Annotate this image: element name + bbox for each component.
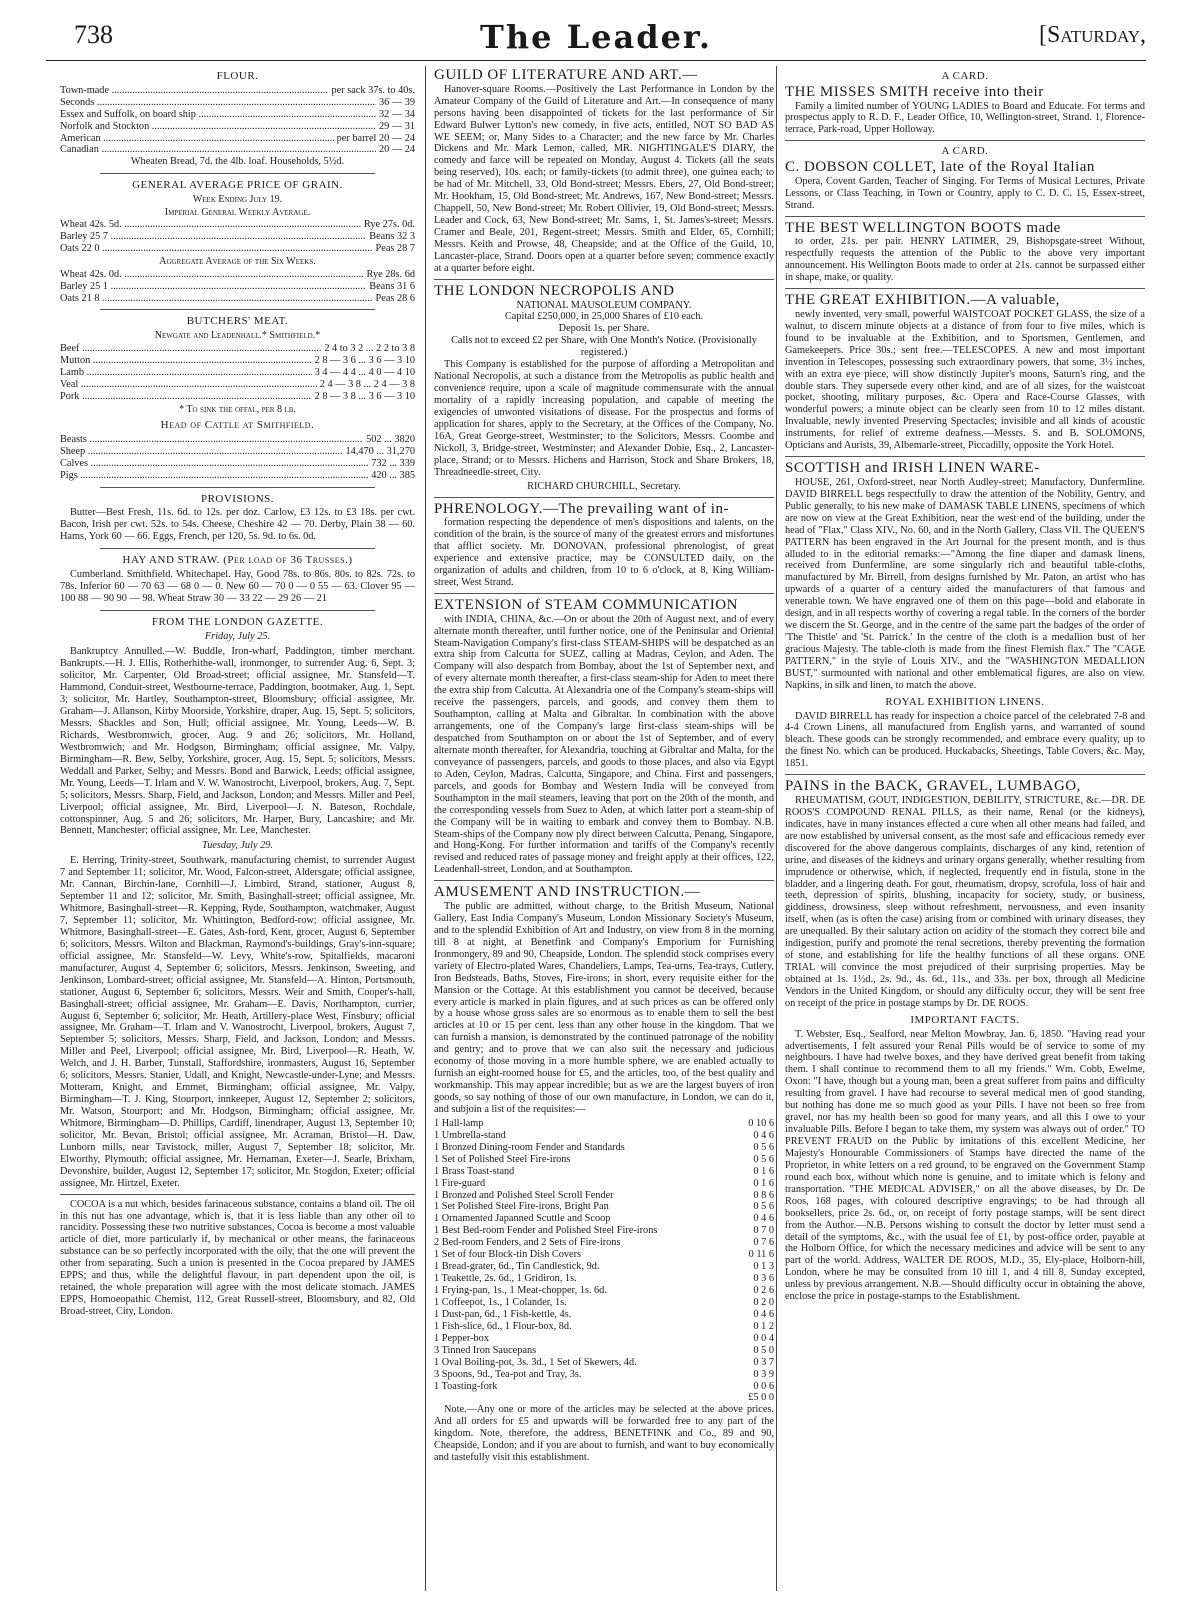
list-item: 1 Oval Boiling-pot, 3s. 3d., 1 Set of Skewers, 4d. 0 3 7 <box>434 1356 774 1368</box>
ad-body: DAVID BIRRELL has ready for inspection a choice parcel of the celebrated 7-8 and 4-4 Crown Linens, all manufactured from English yarns, and warranted of sound bleach. These goods can be strongly recommended, and embrace every quality, up to the finest No. which can be produced. Huckabacks, Sheetings, Table Covers, &c. May, 1851. <box>785 710 1145 770</box>
list-item: 1 Bronzed Dining-room Fender and Standards 0 5 6 <box>434 1141 774 1153</box>
phrenology-ad <box>434 502 774 589</box>
table-row: Wheat 42s. 5d. ..... Rye 27s. 0d. <box>60 219 415 231</box>
table-row: Sheep ..... 14,470 ... 31,270 <box>60 446 415 458</box>
flour-title: FLOUR. <box>216 70 259 82</box>
ad-heading: THE MISSES SMITH receive into their <box>785 83 1044 100</box>
ad-subheading: IMPORTANT FACTS. <box>910 1013 1020 1026</box>
grain-table <box>60 219 415 255</box>
divider <box>785 216 1145 217</box>
linen-ad <box>785 461 1145 770</box>
list-item: 1 Pepper-box 0 0 4 <box>434 1332 774 1344</box>
table-row: Wheat 42s. 0d. ..... Rye 28s. 6d <box>60 269 415 281</box>
meat-title: BUTCHERS' MEAT. <box>186 315 289 328</box>
table-row: Beasts ..... 502 ... 3820 <box>60 434 415 446</box>
divider <box>785 774 1145 775</box>
ad-heading: AMUSEMENT AND INSTRUCTION.— <box>434 884 701 901</box>
list-item: 1 Dust-pan, 6d., 1 Fish-kettle, 4s. 0 4 6 <box>434 1308 774 1320</box>
grain-week: Week Ending July 19. <box>192 194 283 206</box>
list-item: 1 Set Polished Steel Fire-irons, Bright Pan 0 5 6 <box>434 1201 774 1213</box>
list-item: 1 Fish-slice, 6d., 1 Flour-box, 8d. 0 1 2 <box>434 1320 774 1332</box>
header-rule <box>46 60 1146 61</box>
ad-body: Opera, Covent Garden, Teacher of Singing. For Terms of Musical Lectures, Private Lessons, or Class Teaching, in Town or Country, apply to C. D. C. 15, Essex-street, Strand. <box>785 175 1145 211</box>
ad-body: Family a limited number of YOUNG LADIES to Board and Educate. For terms and prospectus apply to R. D. F., Leader Office, 10, Wellington-street, Strand. 1, Florence-terrace, Park-road, Upper Holloway. <box>785 100 1145 136</box>
meat-sub: Newgate and Leadenhall.* Smithfield.* <box>154 330 321 342</box>
hay-title: HAY AND STRAW. (Per load of 36 Trusses.) <box>122 554 353 567</box>
ad-heading: THE GREAT EXHIBITION.—A valuable, <box>785 292 1060 309</box>
table-row: Town-made ..... per sack 37s. to 40s. <box>60 85 415 97</box>
list-item: 1 Set of Polished Steel Fire-irons 0 5 6 <box>434 1153 774 1165</box>
list-item: 1 Frying-pan, 1s., 1 Meat-chopper, 1s. 6d. 0 2 6 <box>434 1285 774 1296</box>
divider <box>100 548 375 549</box>
necropolis-ad <box>434 284 774 493</box>
table-row: American ..... per barrel 20 — 24 <box>60 133 415 145</box>
inventory-total: £5 0 0 <box>748 1392 774 1404</box>
column-left <box>60 66 415 1591</box>
table-row: Calves ..... 732 ... 339 <box>60 458 415 470</box>
table-row: Barley 25 1 ..... Beans 31 6 <box>60 281 415 293</box>
ad-body: Hanover-square Rooms.—Positively the Last Performance in London by the Amateur Company of the Guild of Literature and Art.—In consequence of many persons having been disappointed of tickets for the last performance of Sir Edward Bulwer Lytton's new comedy, in five acts, entitled, NOT SO BAD AS WE SEEM; or, Many Sides to a Character; and the new farce by Mr. Charles Dickens and Mr. Mark Lemon, called, MR. NIGHTINGALE'S DIARY, the comedy and farce will be repeated on Monday, August 4. Tickets (all the seats being reserved), 10s. each; or family-tickets (to admit three), one guinea each; to be had of Mr. Mitchell, 33, Old Bond-street; Messrs. Ebers, 27, Old Bond-street; Mr. Hookham, 15, Old Bond-street; Mr. Andrews, 167, New Bond-street; Messrs. Chappell, 50, New Bond-street; Mr. Robert Ollivier, 19, Old Bond-street; Messrs. Leader and Cock, 63, New Bond-street; Mr. Sams, 1, St. James's-street; Messrs. Cramer and Beale, 201, Regent-street; Messrs. Smith and Elder, 65, Cornhill; Messrs. Keith and Prowse, 48, Cheapside; and at the Office of the Guild, 10, Lancaster-place, Strand. Doors open at a quarter before seven; commence exactly at a quarter before eight. <box>434 83 774 274</box>
ad-subheading: ROYAL EXHIBITION LINENS. <box>885 695 1045 708</box>
ad-signature: RICHARD CHURCHILL, Secretary. <box>527 480 681 492</box>
list-item: 1 Coffeepot, 1s., 1 Colander, 1s. 0 2 0 <box>434 1296 774 1308</box>
ad-deposit: Deposit 1s. per Share. <box>558 323 650 335</box>
steam-ad <box>434 598 774 876</box>
ad-heading: PHRENOLOGY.—The prevailing want of in- <box>434 500 729 517</box>
ad-calls: Calls not to exceed £2 per Share, with One Month's Notice. (Provisionally registered.) <box>451 335 757 359</box>
pills-ad <box>785 779 1145 1303</box>
column-middle <box>425 66 774 1591</box>
cattle-title: Head of Cattle at Smithfield. <box>160 419 315 432</box>
table-row: Canadian ..... 20 — 24 <box>60 144 415 156</box>
meat-table <box>60 343 415 403</box>
collet-ad <box>785 145 1145 211</box>
page-number: 738 <box>74 20 113 49</box>
cattle-table <box>60 434 415 482</box>
divider <box>100 309 375 310</box>
provisions-text: Butter—Best Fresh, 11s. 6d. to 12s. per doz. Carlow, £3 12s. to £3 18s. per cwt. Bacon, Irish per cwt. 52s. to 54s. Cheese, Cheshire 42 — 70. Derby, Plain 38 — 60. Hams, York 60 — 66. Eggs, French, per 120, 5s. 9d. to 6s. 0d. <box>60 507 415 543</box>
ad-label: A CARD. <box>941 145 989 158</box>
divider <box>434 880 774 881</box>
list-item: 1 Teakettle, 2s. 6d., 1 Gridiron, 1s. 0 3 6 <box>434 1273 774 1285</box>
bread-price: Wheaten Bread, 7d. the 4lb. loaf. Households, 5½d. <box>130 156 345 168</box>
grain-table-aggregate <box>60 269 415 305</box>
list-item: 3 Spoons, 9d., Tea-pot and Tray, 3s. 0 3 9 <box>434 1368 774 1380</box>
ad-body: This Company is established for the purpose of affording a Metropolitan and National Necropolis, at such a distance from the Metropolis as public health and convenience require, upon a scale of magnitude commensurate with the annual mortality of a rapidly increasing population, and capable of meeting the exigencies of unwonted visitations of disease. For the prospectus and forms of application for shares, apply to the Secretary, at the Offices of the Company, No. 16A, Great George-street, Westminster; to the Solicitors, Messrs. Coombe and Nickoll, 3, Bridge-street, Westminster; and Alexander Dobie, Esq., 2, Lancaster-place, Strand; or to Messrs. Hichens and Harrison, Stock and Share Brokers, 18, Threadneedle-street, City. <box>434 359 774 478</box>
table-row: Mutton ..... 2 8 — 3 6 ... 3 6 — 3 10 <box>60 355 415 367</box>
divider <box>785 288 1145 289</box>
table-row: Pork ..... 2 8 — 3 8 ... 3 6 — 3 10 <box>60 391 415 403</box>
gazette-date: Friday, July 25. <box>204 631 271 643</box>
ad-heading: THE BEST WELLINGTON BOOTS made <box>785 219 1061 236</box>
gazette-text: Bankruptcy Annulled.—W. Buddle, Iron-wharf, Paddington, timber merchant. Bankrupts.—H. J. Ellis, Rotherhithe-wall, ironmonger, to surrender Aug. 6, Sept. 3; solicitor, Mr. Carpenter, Old Broad-street; official assignee, Mr. Stansfeld—T. Hammond, Conduit-street, Westbourne-terrace, Paddington, bootmaker, Aug. 1, Sept. 3; solicitor, Mr. Hartley, Southampton-street, Bloomsbury; official assignee, Mr. Graham—J. Allanson, Kirby Moorside, Yorkshire, draper, Aug. 15, Sept. 5; solicitors, Messrs. Shackles and Son, Hull; official assignee, Mr. Young, Leeds—W. B. Richards, Westbromwich, grocer, Aug. 9 and 26; solicitors, Mr. Holland, Westbromwich; and Mr. Hodgson, Birmingham; official assignee, Mr. Valpy, Birmingham—R. Bew, Selby, Yorkshire, grocer, Aug. 15, Sept. 5; solicitors, Messrs. Weddall and Parker, Selby; and Messrs. Bond and Barwick, Leeds; official assignee, Mr. Young, Leeds—T. Irlam and V. W. Wanostrocht, Liverpool, brokers, Aug. 7, Sept. 5; solicitors, Messrs. Sharp, Field, and Jackson, London; and Messrs. Miller and Peel, Liverpool; official assignee, Mr. Bird, Liverpool—J. N. Bateson, Rochdale, cottonspinner, Aug. 5 and 26; solicitors, Mr. Harper, Bury, Lancashire; and Mr. Bennett, Manchester; official assignee, Mr. Lee, Manchester. <box>60 646 415 837</box>
gazette-text: E. Herring, Trinity-street, Southwark, manufacturing chemist, to surrender August 7 and September 11; solicitor, Mr. Wood, Falcon-street, Aldersgate; official assignee, Mr. Cannan, Birchin-lane, Cornhill—J. Limbird, Strand, stationer, August 8, September 11 and 12; solicitor, Mr. Smith, Basinghall-street; official assignee, Mr. Whitmore, Basinghall-street—R. Kepping, Ryde, Southampton, watchmaker, August 7, September 11; solicitor, Mr. Whittington, Bedford-row; official assignee, Mr. Whitmore, Basinghall-street—E. Gates, Ash-ford, Kent, grocer, August 6, September 6; solicitors, Messrs. Wilton and Blackman, Raymond's-buildings, Gray's-inn-square; official assignee, Mr. Stansfeld—W. Levy, White's-row, Spitalfields, macaroni manufacturer, August 4, September 6; solicitors, Messrs. Jenkinson, Sweeting, and Jenkinson, Lombard-street; official assignee, Mr. Stansfeld—A. Hinton, Portsmouth, stationer, August 6, September 6; solicitors, Messrs. Weir and Smith, Cooper's-hall, Basinghall-street; official assignee, Mr. Graham—E. Davis, Northampton, currier, August 6, September 6; solicitor, Mr. Heath, Artillery-place West, Finsbury; official assignee, Mr. Graham—T. Irlam and V. Wanostrocht, Liverpool, brokers, August 7, September 5; solicitors, Messrs. Sharp, Field, and Jackson, London; and Messrs. Miller and Peel, Liverpool; official assignee, Mr. Bird, Liverpool—R. Heath, W. Welch, and J. H. Barber, Tunstall, Staffordshire, ironmasters, August 16, September 6; solicitors, Messrs. Stanier, Udall, and Knight, Newcastle-under-Lyne; and Messrs. Motteram, Knight, and Emmet, Birmingham; official assignee, Mr. Valpy, Birmingham—T. J. King, Stourport, innkeeper, August 12, September 2; solicitors, Mr. Watson, Stourport; and Mr. Hodgson, Birmingham; official assignee, Mr. Whitmore, Birmingham—D. Phillips, Cardiff, linendraper, August 13, September 10; solicitor, Mr. Bevan, Bristol; official assignee, Mr. Acraman, Bristol—H. Daw, Lunborn mills, near Tavistock, miller, August 7, September 18; solicitor, Mr. Elworthy, Plymouth; official assignee, Mr. Hernaman, Exeter—J. Searle, Brixham, Devonshire, builder, August 12, September 17; solicitor, Mr. Stogdon, Exeter; official assignee, Mr. Hirtzel, Exeter. <box>60 855 415 1189</box>
divider <box>100 487 375 488</box>
ad-heading: THE LONDON NECROPOLIS AND <box>434 282 675 299</box>
divider <box>60 1194 415 1195</box>
ad-heading: PAINS in the BACK, GRAVEL, LUMBAGO, <box>785 778 1081 795</box>
ad-body: formation respecting the dependence of men's dispositions and talents, on the condition of the brain, is the source of many of the greatest errors and misfortunes that afflict society. Mr. DONOVAN, professional phrenologist, of great experience and extensive practice, may be CONSULTED daily, on the organization of adults and children, from 10 to 6 o'clock, at 8, King William-street, West Strand. <box>434 517 774 588</box>
ad-body: RHEUMATISM, GOUT, INDIGESTION, DEBILITY, STRICTURE, &c.—DR. DE ROOS'S COMPOUND RENAL PILLS, as their name, Renal (or the kidneys), indicates, have in many instances effected a cure when all other means had failed, and are now established by universal consent, as the most safe and efficacious remedy ever discovered for the above dangerous complaints, discharges of any kind, retention of urine, and diseases of the kidneys and urinary organs generally, whether resulting from imprudence or otherwise, which, if neglected, frequently end in fistula, stone in the bladder, and a lingering death. For gout, rheumatism, dropsy, scrofula, loss of hair and teeth, depression of spirits, blushing, incapacity for society, study, or business, giddiness, drowsiness, sleep without refreshment, nervousness, and even insanity itself, when (as is often the case) arising from or combined with urinary diseases, they are unequalled. By their salutary action on acidity of the stomach they correct bile and indigestion, purify and promote the renal secretions, thereby preventing the formation of stone, and establishing for life the healthy functions of all these organs. ONE TRIAL will convince the most prejudiced of their surprising properties. May be obtained at 1s. 1½d., 2s. 9d., 4s. 6d., 11s., and 33s. per box, through all Medicine Vendors in the United Kingdom, or should any difficulty occur, they will be sent free on receipt of the price in postage stamps by Dr. DE ROOS. <box>785 794 1145 1009</box>
gazette-date: Tuesday, July 29. <box>202 840 273 852</box>
ad-body: T. Webster, Esq., Sealford, near Melton Mowbray, Jan. 6, 1850. "Having read your advertisements, I felt assured your Renal Pills would be of service to some of my neighbours. I have had twelve boxes, and they have derived great benefit from taking them. I shall continue to recommend them to all my friends." Wm. Cobb, Ewelme, Oxon: "I have, though but a young man, been a great sufferer from pains and difficulty resulting from gravel. I have had recourse to several medical men of good standing, but nothing has done me so much good as your Pills. I have not been so free from gravel, nor has my health been so good for many years, and all this I owe to your invaluable Pills. Before I began to take them, my system was always out of order." TO PREVENT FRAUD on the Public by imitations of this excellent Medicine, her Majesty's Honourable Commissioners of Stamps have directed the name of the Proprietor, in white letters on a red ground, to be engraved on the Government Stamp round each box, without which none is genuine, and to imitate which is felony and transportation. "THE MEDICAL ADVISER," on all the above diseases, by Dr. De Roos, 168 pages, with coloured descriptive engravings; to be had through all booksellers, price 2s. 6d., or, on receipt of forty postage stamps, will be sent direct from the Author.—N.B. Persons wishing to consult the doctor by letter must send a detail of the symptoms, &c., with the usual fee of £1, by post-office order, payable at the Holborn Office, for which the necessary medicines and advice will be sent to any part of the world. Address, WALTER DE ROOS, M.D., 35, Ely-place, Holborn-hill, London, where he may be consulted from 10 till 1, and 4 till 8, Sunday excepted, unless by previous arrangement. N.B.—Should difficulty occur in obtaining the above, enclose the price in postage-stamps to the Establishment. <box>785 1028 1145 1303</box>
table-row: Pigs ..... 420 ... 385 <box>60 470 415 482</box>
table-row: Oats 21 8 ..... Peas 28 6 <box>60 293 415 305</box>
ad-heading: C. DOBSON COLLET, late of the Royal Italian <box>785 159 1095 176</box>
table-row: Lamb ..... 3 4 — 4 4 ... 4 0 — 4 10 <box>60 367 415 379</box>
divider <box>785 140 1145 141</box>
inventory-list <box>434 1118 774 1393</box>
list-item: 1 Toasting-fork 0 0 6 <box>434 1380 774 1392</box>
divider <box>434 497 774 498</box>
list-item: 1 Set of four Block-tin Dish Covers 0 11 6 <box>434 1249 774 1261</box>
table-row: Oats 22 0 ..... Peas 28 7 <box>60 243 415 255</box>
list-item: 1 Umbrella-stand 0 4 6 <box>434 1129 774 1141</box>
divider <box>434 279 774 280</box>
provisions-title: PROVISIONS. <box>200 492 275 505</box>
ad-body: to order, 21s. per pair. HENRY LATIMER, 29, Bishopsgate-street Without, respectfully requests the attention of the Public to the above very important announcement. His Wellington Boots made to order at 21s. cannot be surpassed either in shape, make, or quality. <box>785 236 1145 284</box>
ad-body: The public are admitted, without charge, to the British Museum, National Gallery, East India Company's Museum, London Missionary Society's Museum, and to the splendid Exhibition of Art and Industry, on view from 8 in the morning till 8 at night, at Benetfink and Company's Emporium for Furnishing Ironmongery, 89 and 90, Cheapside, London. The splendid stock comprises every variety of Electro-plated Wares, Chandeliers, Lamps, Tea-urns, Tea-trays, Cutlery, Iron Bedsteads, Baths, Stoves, Fire-irons; in short, every requisite either for the Mansion or the Cottage. At this establishment you cannot be deceived, because every article is marked in plain figures, and at such prices as can be offered only by a house whose gross sales are so enormous as to enable them to sell the best articles at 10 or 15 per cent. less than any other house in the kingdom. That we can furnish a mansion, is demonstrated by the continued patronage of the nobility and gentry; and to prove that we can also suit the necessary and judicious economy of those moving in a more humble sphere, we are enabled actually to furnish an eight-roomed house for £5, and the articles, too, of the best quality and workmanship. This may appear incredible; but as we are the largest buyers of iron goods, so say nothing of those of our own manufacture, in London, we can do it, and subjoin a list of the requisites:— <box>434 901 774 1115</box>
page-header <box>46 14 1146 60</box>
table-row: Norfolk and Stockton ..... 29 — 31 <box>60 121 415 133</box>
ad-note: Note.—Any one or more of the articles may be selected at the above prices. And all orders for £5 and upwards will be forwarded free to any part of the kingdom. Note, therefore, the address, BENETFINK and Co., 89 and 90, Cheapside, London; and if you are about to furnish, and want to buy economically and tastefully visit this establishment. <box>434 1404 774 1464</box>
ad-subheading: NATIONAL MAUSOLEUM COMPANY. <box>516 299 692 311</box>
table-row: Veal ..... 2 4 — 3 8 ... 2 4 — 3 8 <box>60 379 415 391</box>
table-row: Barley 25 7 ..... Beans 32 3 <box>60 231 415 243</box>
list-item: 1 Brass Toast-stand 0 1 6 <box>434 1165 774 1177</box>
divider <box>100 173 375 174</box>
divider <box>785 456 1145 457</box>
grain-aggregate: Aggregate Average of the Six Weeks. <box>159 256 316 268</box>
ad-heading: SCOTTISH and IRISH LINEN WARE- <box>785 460 1040 477</box>
list-item: 2 Bed-room Fenders, and 2 Sets of Fire-irons 0 7 6 <box>434 1237 774 1249</box>
ad-label: A CARD. <box>941 70 989 82</box>
column-right <box>776 66 1145 1591</box>
masthead: The Leader. <box>480 18 712 56</box>
ad-heading: GUILD OF LITERATURE AND ART.— <box>434 67 698 83</box>
table-row: Beef ..... 2 4 to 3 2 ... 2 2 to 3 8 <box>60 343 415 355</box>
meat-note: * To sink the offal, per 8 lb. <box>179 403 296 415</box>
guild-ad <box>434 68 774 275</box>
divider <box>100 610 375 611</box>
list-item: 1 Bread-grater, 6d., Tin Candlestick, 9d. 0 1 3 <box>434 1261 774 1273</box>
ad-heading: EXTENSION of STEAM COMMUNICATION <box>434 596 738 613</box>
misses-smith-ad <box>785 70 1145 136</box>
grain-imperial: Imperial General Weekly Average. <box>164 206 311 218</box>
gazette-title: FROM THE LONDON GAZETTE. <box>151 615 324 628</box>
cocoa-ad: COCOA is a nut which, besides farinaceous substance, contains a bland oil. The oil in this nut has one advantage, which is, that it is less liable than any other oil to rancidity. Possessing these two nutritive substances, Cocoa is become a most valuable article of diet, more particularly if, by mechanical or other means, the farinaceous substance can be so perfectly incorporated with the oily, that the one will prevent the other from separating. Such a union is presented in the Cocoa prepared by JAMES EPPS; and thus, while the delightful flavour, in part dependent upon the oil, is retained, the whole preparation will agree with the most delicate stomach. JAMES EPPS, Homoeopathic Chemist, 112, Great Russell-street, Bloomsbury, and 82, Old Broad-street, City, London. <box>60 1198 415 1318</box>
table-row: Essex and Suffolk, on board ship ..... 32 — 34 <box>60 109 415 121</box>
ad-capital: Capital £250,000, in 25,000 Shares of £10 each. <box>504 311 704 323</box>
list-item: 1 Hall-lamp 0 10 6 <box>434 1117 774 1129</box>
amusement-ad <box>434 885 774 1464</box>
boots-ad <box>785 221 1145 285</box>
divider <box>434 593 774 594</box>
ad-body: with INDIA, CHINA, &c.—On or about the 20th of August next, and of every alternate month thereafter, until further notice, one of the Peninsular and Oriental Steam-Navigation Company's first-class STEAM-SHIPS will be despatched as an extra ship from Calcutta for SUEZ, calling at Madras, Ceylon, and Aden. The Company will also despatch from Bombay, about the 1st of September next, and of every alternate month thereafter, a first-class steam-ship for Aden to meet there the extra ship from Calcutta. At Alexandria one of the Company's steam-ships will receive the passengers, parcels, and goods, and convey them them to Southampton, calling at Malta and Gibraltar. In combination with the above arrangements, one of the Company's large first-class steam-ships will be despatched from Southampton on or about the 1st of September, and of every alternate month thereafter, for Alexandria, touching at Gibraltar and Malta, for the conveyance of passengers, parcels, and goods to those places, and also via Egypt to Aden, Ceylon, Madras, Calcutta, Singapore, and China. First and passengers, parcels, and goods for Bombay and Western India will be conveyed from Southampton in the mail steamers, leaving that port on the 20th of the month, and the corresponding vessels from Suez to Aden, at which latter port a steam-ship of the Company will be in waiting to embark and convey them to Bombay. N.B. Steam-ships of the Company now ply direct between Calcutta, Penang, Singapore, and Hong-Kong. For further information and tariffs of the Company's recently revised and reduced rates of passage money and freight apply at their offices, 122, Leadenhall-street, London, and at Southampton. <box>434 613 774 876</box>
issue-day: [Saturday, <box>1038 22 1146 48</box>
hay-text: Cumberland. Smithfield. Whitechapel. Hay, Good 78s. to 86s. 80s. to 82s. 72s. to 78s. Inferior 60 — 70 63 — 68 0 — 0. New 60 — 70 0 — 0 55 — 63. Clover 95 — 100 88 — 90 90 — 98. Wheat Straw 30 — 33 22 — 29 26 — 21 <box>60 568 415 604</box>
exhibition-ad <box>785 293 1145 452</box>
list-item: 1 Bronzed and Polished Steel Scroll Fender 0 8 6 <box>434 1189 774 1201</box>
ad-body: newly invented, very small, powerful WAISTCOAT POCKET GLASS, the size of a walnut, to discern minute objects at a distance of from four to five miles, which is found to be invaluable at the Exhibition, and to Sportsmen, Gentlemen, and Gamekeepers. Price 30s.; sent free.—TELESCOPES. A new and most important invention in Telescopes, possessing such extraordinary powers, that some, 3½ inches, with an extra eye piece, will show distinctly Jupiter's moons, Saturn's ring, and the double stars. They supersede every other kind, and are of all sizes, for the waistcoat pocket, shooting, military purposes, &c. Opera and Race-Course Glasses, with wonderful powers; a minute object can be clearly seen from 10 to 12 miles distant. Invaluable, newly invented Preserving Spectacles; invisible and all kinds of acoustic instruments, for relief of extreme deafness.—Messrs. S. and B. SOLOMONS, Opticians and Aurists, 39, Albemarle-street, Piccadilly, opposite the York Hotel. <box>785 308 1145 452</box>
list-item: 1 Best Bed-room Fender and Polished Steel Fire-irons 0 7 0 <box>434 1225 774 1237</box>
ad-body: HOUSE, 261, Oxford-street, near North Audley-street; Manufactory, Dunfermline. DAVID BIRRELL begs respectfully to draw the attention of the Nobility, Gentry, and Public generally, to his new make of DAMASK TABLE LINENS, specimens of which are now on view at the Great Exhibition, near the west end of the building, under the head of "Flax," Class XIV., No. 60, and in the North Gallery, Class VII. The QUEEN'S PATTERN has been engraved in the Art Journal for the present month, and is thus alluded to in the editorial remarks:—"Among the fine diaper and damask linens, received from Dunfermline, are some singularly rich and beautiful table-cloths, manufactured by Mr. Birrell, from designs furnished by Mr. Paton, an artist who has upwards of a quarter of a century aided the manufacturers of that famous and venerable town. We have engraved one of them on this page—bold and elaborate in design, and in all respects worthy of covering a regal table. In the corners of the border we discern the St. George, and in the centre of the same part the badges of the order of 'The Thistle' and 'St. Patrick.' In the centre of the cloth is a medallion bust of her gracious Majesty. The table-cloth is made from the finest Flemish flax." The "CAGE PATTERN," in the style of Louis XIV., and the "WASHINGTON MEDALLION BUST," surmounted with national and other emblematical figures, are also on view. Napkins, in silk and linen, to match the above. <box>785 476 1145 691</box>
table-row: Seconds ..... 36 — 39 <box>60 97 415 109</box>
list-item: 3 Tinned Iron Saucepans 0 5 0 <box>434 1344 774 1356</box>
flour-table <box>60 85 415 157</box>
list-item: 1 Ornamented Japanned Scuttle and Scoop 0 4 6 <box>434 1213 774 1225</box>
list-item: 1 Fire-guard 0 1 6 <box>434 1177 774 1189</box>
grain-title: GENERAL AVERAGE PRICE OF GRAIN. <box>132 179 343 192</box>
